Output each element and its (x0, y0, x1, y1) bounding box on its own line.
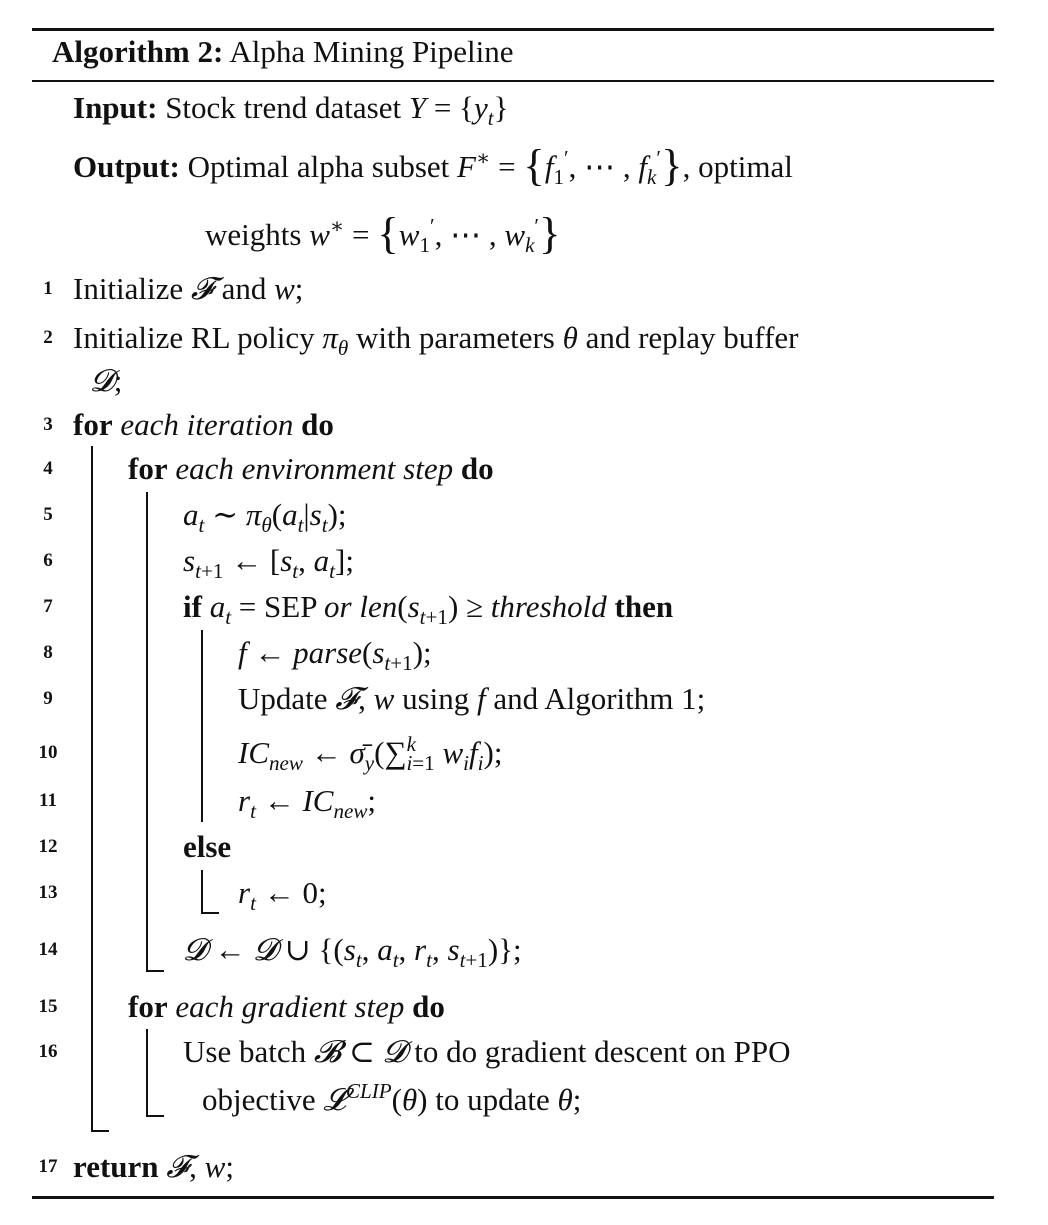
line-number-17: 17 (38, 1156, 58, 1177)
line-number-12: 12 (38, 836, 58, 857)
input-line: Input: Stock trend dataset $Y = \{y_t\}$ (73, 90, 509, 131)
block-end-else (201, 912, 219, 914)
line-number-11: 11 (39, 790, 57, 811)
line-number-2: 2 (43, 327, 53, 348)
line-16: Use batch 𝓑 ⊂ 𝓓 to do gradient descent on PPO (183, 1034, 791, 1070)
line-4: for each environment step do (128, 451, 494, 486)
line-11: $r_t$ ← $IC_{new}$; (238, 783, 377, 824)
line-number-10: 10 (38, 742, 58, 763)
input-math: Y (408, 90, 427, 125)
bottom-rule (32, 1196, 994, 1199)
title-rule (32, 80, 994, 82)
block-line-iteration (91, 446, 93, 1132)
line-number-15: 15 (38, 996, 58, 1017)
top-rule (32, 28, 994, 31)
line-number-4: 4 (43, 458, 53, 479)
block-line-if (201, 630, 203, 822)
line-10: $IC_{new}$ ← $\sigmā_y(\sum^k_{i=1}$ $w_if_i$); (238, 732, 503, 776)
line-number-13: 13 (38, 882, 58, 903)
line-number-6: 6 (43, 550, 53, 571)
line-17: return 𝓕, w; (73, 1149, 234, 1185)
line-5: $a_t$ ∼ $\pi_\theta(a_t|s_t)$; (183, 497, 347, 538)
line-13: $r_t$ ← 0; (238, 875, 327, 916)
line-14: 𝓓 ← 𝓓 ∪ {($s_t$, $a_t$, $r_t$, $s_{t+1}$)}; (183, 932, 522, 973)
line-6: $s_{t+1}$ ← [$s_t$, $a_t$]; (183, 543, 354, 584)
line-9: Update 𝓕, w using f and Algorithm 1; (238, 681, 706, 717)
line-number-16: 16 (38, 1041, 58, 1062)
block-line-else (201, 870, 203, 914)
algorithm-title (52, 34, 514, 70)
algorithm-label: Algorithm 2: (52, 34, 224, 69)
line-number-9: 9 (43, 688, 53, 709)
line-2: Initialize RL policy $\pi_\theta$ with parameters θ and replay buffer (73, 320, 799, 361)
algorithm-name: Alpha Mining Pipeline (229, 34, 514, 69)
line-number-14: 14 (38, 939, 58, 960)
output-line: Output: Optimal alpha subset $F^∗ = \{f_1'$, ⋯ , $f_k'$}, optimal (73, 139, 793, 190)
line-number-8: 8 (43, 642, 53, 663)
line-number-3: 3 (43, 414, 53, 435)
line-1: Initialize 𝓕 and w; (73, 271, 304, 307)
output-line-2: weights $w^∗ = \{w_1'$, ⋯ , $w_k'$} (205, 207, 561, 258)
line-16-cont: objective 𝓛$^{CLIP}$(θ) to update θ; (202, 1079, 582, 1118)
line-15: for each gradient step do (128, 989, 445, 1024)
block-end-env-step (146, 970, 164, 972)
block-line-env-step (146, 492, 148, 972)
line-7: if $a_t$ = SEP or $len(s_{t+1})$ ≥ threshold then (183, 589, 674, 630)
line-number-5: 5 (43, 504, 53, 525)
line-3: for each iteration do (73, 407, 334, 442)
line-number-7: 7 (43, 596, 53, 617)
block-end-iteration (91, 1130, 109, 1132)
line-12: else (183, 829, 232, 864)
block-end-gradient (146, 1115, 164, 1117)
line-number-1: 1 (43, 278, 53, 299)
block-line-gradient (146, 1029, 148, 1117)
line-8: f ← $parse(s_{t+1})$; (238, 635, 432, 676)
line-2-cont: 𝓓; (90, 363, 123, 399)
